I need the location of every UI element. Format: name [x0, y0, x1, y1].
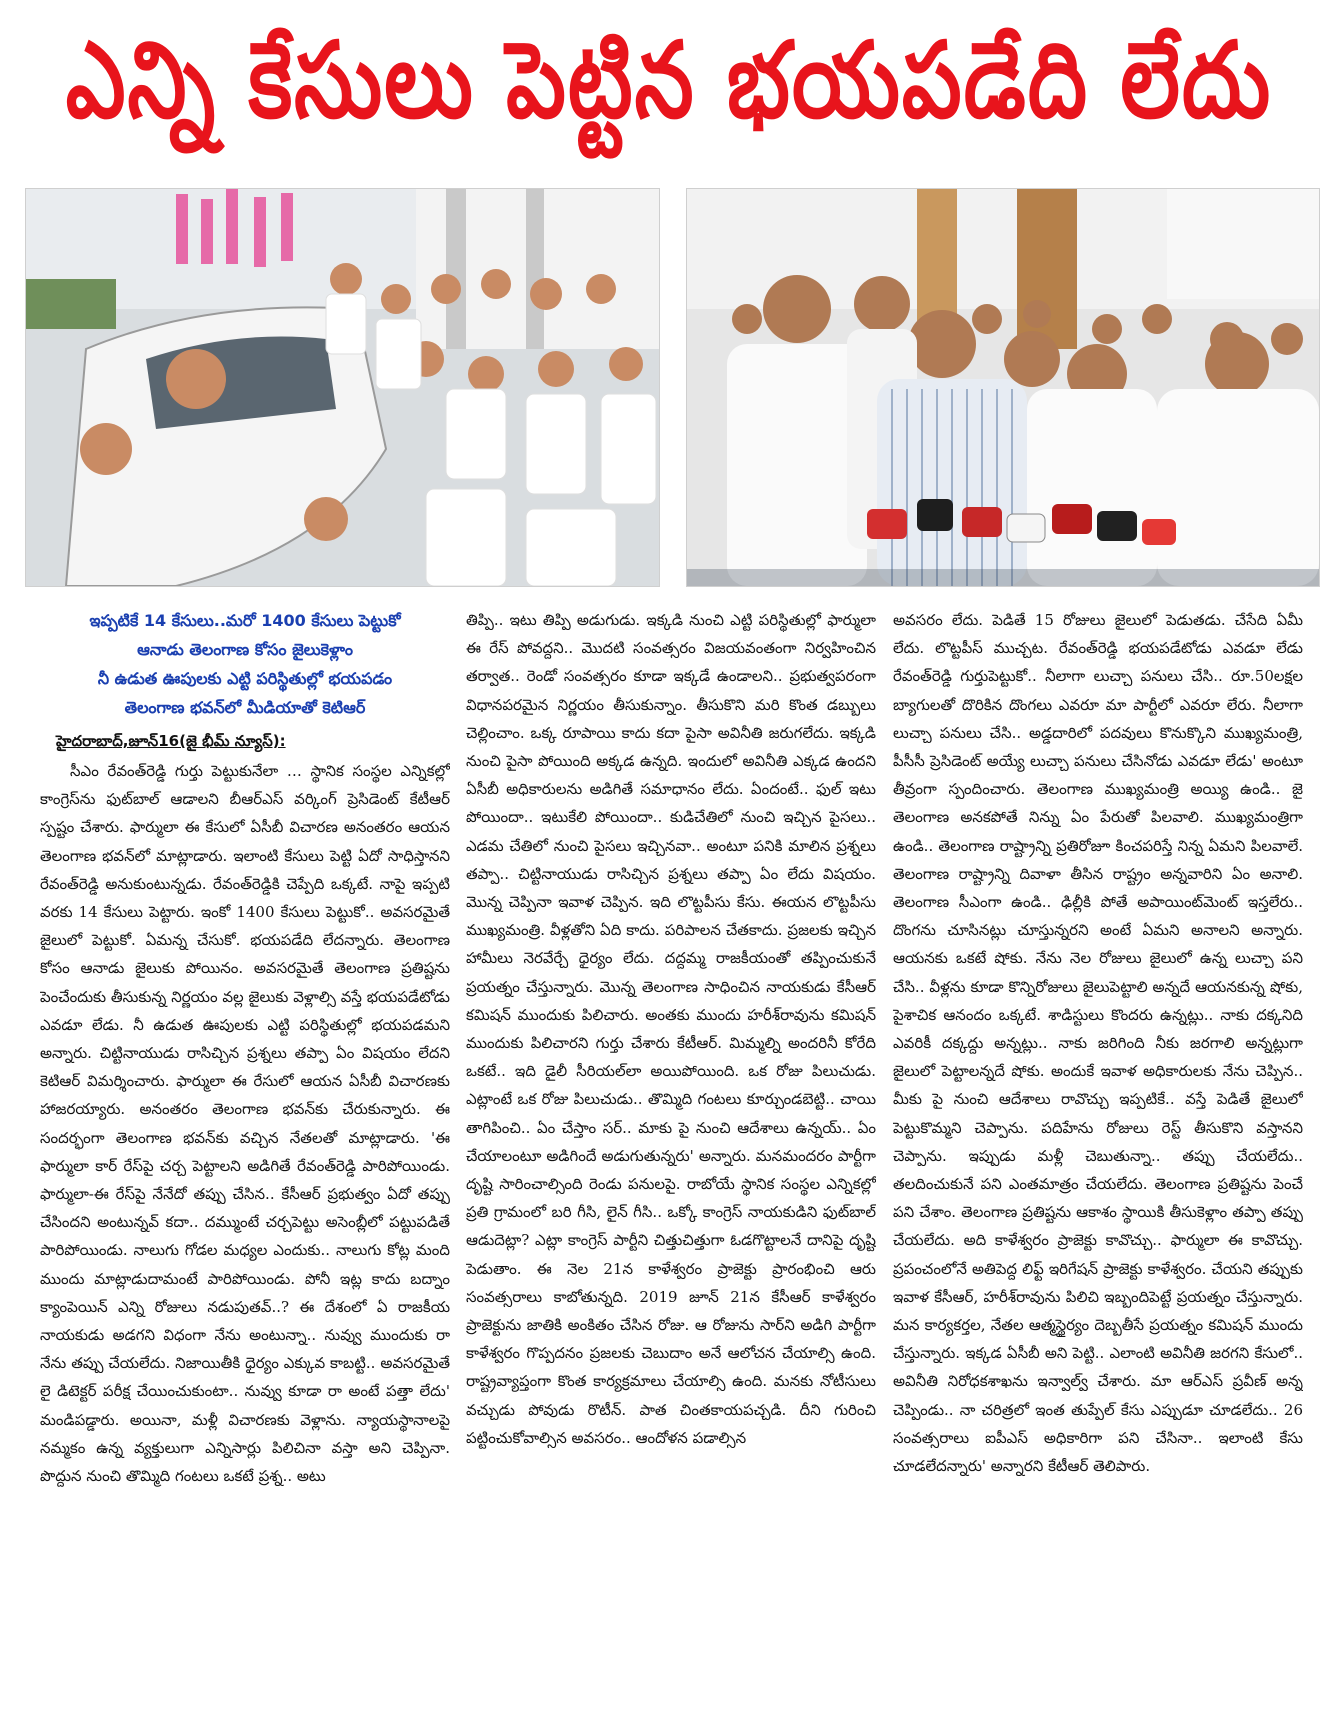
article-body-col1: సీఎం రేవంత్‌రెడ్డి గుర్తు పెట్టుకునేలా … స్థానిక సంస్థల ఎన్నికల్లో కాంగ్రెస్‌ను ఫుట్‌బాల్ ఆడాలని బీఆర్ఎస్ వర్కింగ్ ప్రెసిడెంట్ కేటీఆర్ స్పష్టం చేశారు. ఫార్ములా ఈ కేసులో ఏసీబీ విచారణ అనంతరం ఆయన తెలంగాణ భవన్‌లో మాట్లాడారు. ఇలాంటి కేసులు పెట్టి ఏదో సాధిస్తానని రేవంత్‌రెడ్డి అనుకుంటున్నడు. రేవంత్‌రెడ్డికి చెప్పేది ఒక్కటే. నాపై ఇప్పటి వరకు 14 కేసులు పెట్టారు. ఇంకో 1400 కేసులు పెట్టుకో.. అవసరమైతే జైలులో పెట్టుకో. ఏమన్న చేసుకో. భయపడేది లేదన్నారు. తెలంగాణ కోసం ఆనాడు జైలుకు పోయినం. అవసరమైతే తెలంగాణ ప్రతిష్టను పెంచేందుకు తీసుకున్న నిర్ణయం వల్ల జైలుకు వెళ్లాల్సి వస్తే భయపడేటోడు ఎవడూ లేడు. నీ ఉడుత ఊపులకు ఎట్టి పరిస్థితుల్లో భయపడమని అన్నారు. చిట్టినాయుడు రాసిచ్చిన ప్రశ్నలు తప్పా ఏం విషయం లేదని కెటిఆర్ విమర్శించారు. ఫార్ములా ఈ రేసులో ఆయన ఏసీబీ విచారణకు హాజరయ్యారు. అనంతరం తెలంగాణ భవన్‌కు చేరుకున్నారు. ఈ సందర్భంగా తెలంగాణ భవన్‌కు వచ్చిన నేతలతో మాట్లాడారు. 'ఈ ఫార్ములా కార్ రేస్‌పై చర్చ పెట్టాలని అడిగితే రేవంత్‌రెడ్డి పారిపోయిండు. ఫార్ములా-ఈ రేస్‌పై నేనేదో తప్పు చేసిన.. కేసీఆర్ ప్రభుత్వం ఏదో తప్పు చేసిందని అంటున్నవ్ కదా.. దమ్ముంటే చర్చపెట్టు అసెంబ్లీలో పట్టుపడితే పారిపోయిండు. నాలుగు గోడల మధ్యల ఎందుకు.. నాలుగు కోట్ల మంది ముందు మాట్లాడుదామంటే పారిపోయిండు. పోనీ ఇట్ల కాదు బద్నాం క్యాంపెయిన్ ఎన్ని రోజులు నడుపుతవ్..? ఈ దేశంలో ఏ రాజకీయ నాయకుడు అడగని విధంగా నేను అంటున్నా.. నువ్వు ముందుకు రా నేను తప్పు చేయలేదు. నిజాయితీకి ధైర్యం ఎక్కువ కాబట్టి.. అవసరమైతే లై డిటెక్టర్ పరీక్ష చేయించుకుంటా.. నువ్వు కూడా రా అంటే పత్తా లేదు' మండిపడ్డారు. అయినా, మళ్లీ విచారణకు వెళ్లాను. న్యాయస్థానాలపై నమ్మకం ఉన్న వ్యక్తులుగా ఎన్నిసార్లు పిలిచినా వస్తా అని చెప్పినా. పొద్దున నుంచి తొమ్మిది గంటలు ఒకటే ప్రశ్న.. అటు: [40, 762, 450, 1486]
column-2: [466, 606, 876, 1718]
column-3: [893, 606, 1303, 1718]
article-body-col2: తిప్పి.. ఇటు తిప్పి అడుగుడు. ఇక్కడి నుంచి ఎట్టి పరిస్థితుల్లో ఫార్ములా ఈ రేస్ పోవద్దని.. మొదటి సంవత్సరం విజయవంతంగా నిర్వహించిన తర్వాత.. రెండో సంవత్సరం కూడా ఇక్కడే ఉండాలని.. ప్రభుత్వపరంగా విధానపరమైన నిర్ణయం తీసుకున్నాం. తీసుకొని మరి కొంత డబ్బులు చెల్లించాం. ఒక్క రూపాయి కాదు కదా పైసా అవినీతి జరుగలేదు. ఇక్కడి నుంచి పైసా పోయింది అక్కడ ఉన్నది. ఇందులో అవినీతి ఎక్కడ ఉందని ఏసీబీ అధికారులను అడిగితే సమాధానం లేదు. ఏందంటే.. ఫుల్ ఇటు పోయిందా.. ఇటుకేలి పోయిందా.. కుడిచేతిలో నుంచి ఇచ్చిన పైసలు.. ఎడమ చేతిలో నుంచి పైసలు ఇచ్చినవా.. అంటూ పనికి మాలిన ప్రశ్నలు తప్పా.. చిట్టినాయుడు రాసిచ్చిన ప్రశ్నలు తప్పా ఏం లేదు విషయం. మొన్న చెప్పినా ఇవాళ చెప్పిన. ఇది లొట్టపీసు కేసు. ఈయన లొట్టపీసు ముఖ్యమంత్రి. వీళ్లతోని ఏది కాదు. పరిపాలన చేతకాదు. ప్రజలకు ఇచ్చిన హామీలు నెరవేర్చే ధైర్యం లేదు. దద్దమ్మ రాజకీయంతో తప్పించుకునే ప్రయత్నం చేస్తున్నారు. మొన్న తెలంగాణ సాధించిన నాయకుడు కేసీఆర్ కమిషన్ ముందుకు పిలిచారు. అంతకు ముందు హరీశ్‌రావును కమిషన్ ముందుకు పిలిచారని గుర్తు చేశారు కేటీఆర్. మిమ్మల్ని అందరినీ కోరేది ఒకటే.. ఇది డైలీ సీరియల్‌లా అయిపోయింది. ఒక రోజు పిలుచుడు. ఎట్లాంటే ఒక రోజు పిలుచుడు.. తొమ్మిది గంటలు కూర్చుండబెట్టి.. చాయి తాగిపించి.. ఏం చేస్తాం సర్.. మాకు పై నుంచి ఆదేశాలు ఉన్నయ్.. ఏం చేయాలంటూ అడిగిందే అడుగుతున్నరు' అన్నారు. మనమందరం పార్టీగా దృష్టి సారించాల్సింది రెండు పనులపై. రాబోయే స్థానిక సంస్థల ఎన్నికల్లో ప్రతి గ్రామంలో బరి గీసి, లైన్ గీసి.. ఒక్కో కాంగ్రెస్ నాయకుడిని ఫుట్‌బాల్ ఆడుదెట్లా? ఎట్లా కాంగ్రెస్ పార్టీని చిత్తుచిత్తుగా ఓడగొట్టాలనే దానిపై దృష్టి పెడుతాం. ఈ నెల 21న కాళేశ్వరం ప్రాజెక్టు ప్రారంభించి ఆరు సంవత్సరాలు కాబోతున్నది. 2019 జూన్ 21న కేసీఆర్ కాళేశ్వరం ప్రాజెక్టును జాతికి అంకితం చేసిన రోజు. ఆ రోజును సార్‌ని అడిగి పార్టీగా కాళేశ్వరం గొప్పదనం ప్రజలకు చెబుదాం అనే ఆలోచన చేయాల్సి ఉంది. రాష్ట్రవ్యాప్తంగా కొంత కార్యక్రమాలు చేయాల్సి ఉంది. మనకు నోటీసులు వచ్చుడు పోవుడు రొటీన్. పాత చింతకాయపచ్చడి. దీని గురించి పట్టించుకోవాల్సిన అవసరం.. ఆందోళన పడాల్సిన: [466, 611, 876, 1447]
media-photo-graphic: [687, 189, 1319, 586]
sub-headlines: [40, 606, 450, 722]
deck-line: ఇప్పటికే 14 కేసులు..మరో 1400 కేసులు పెట్టుకో: [89, 611, 401, 630]
crowd-photo-graphic: [26, 189, 659, 586]
photo-ktr-media: [686, 188, 1320, 587]
column-1: [40, 606, 450, 1718]
deck-line: ఆనాడు తెలంగాణ కోసం జైలుకెళ్లాం: [137, 640, 353, 659]
deck-line: నీ ఉడుత ఊపులకు ఎట్టి పరిస్థితుల్లో భయపడం: [97, 669, 393, 688]
dateline: హైదరాబాద్,జూన్16(జై భీమ్ న్యూస్):: [56, 732, 286, 750]
headline-text: ఎన్ని కేసులు పెట్టిన భయపడేది లేదు: [65, 18, 1273, 142]
deck-line: తెలంగాణ భవన్‌లో మీడియాతో కెటిఆర్: [124, 698, 366, 717]
headline: [20, 18, 1318, 168]
photo-ktr-crowd: [25, 188, 660, 587]
article-body-col3: అవసరం లేదు. పెడితే 15 రోజులు జైలులో పెడుతడు. చేసేది ఏమీ లేదు. లొట్టపీస్ ముచ్చట. రేవంత్‌రెడ్డి భయపడేటోడు ఎవడూ లేడు రేవంత్‌రెడ్డి గుర్తుపెట్టుకో.. నీలాగా లుచ్చా పనులు చేసి.. రూ.50లక్షల బ్యాగులతో దొరికిన దొంగలు ఎవరూ మా పార్టీలో ఎవరూ లేరు. నీలాగా లుచ్చా పనులు చేసి.. అడ్డదారిలో పదవులు కొనుక్కొని ముఖ్యమంత్రి, పీసీసీ ప్రెసిడెంట్ అయ్యే లుచ్చా పనులు చేసినోడు ఎవడూ లేడు' అంటూ తీవ్రంగా స్పందించారు. తెలంగాణ ముఖ్యమంత్రి అయ్యి ఉండి.. జై తెలంగాణ అనకపోతే నిన్ను ఏం పేరుతో పిలవాలి. ముఖ్యమంత్రిగా ఉండి.. తెలంగాణ రాష్ట్రాన్ని ప్రతిరోజూ కించపరిస్తే నిన్న ఏమని పిలవాలే. తెలంగాణ రాష్ట్రాన్ని దివాళా తీసిన రాష్ట్రం అన్నవారిని ఏం అనాలి. తెలంగాణ సీఎంగా ఉండి.. ఢిల్లీకి పోతే అపాయింట్‌మెంట్ ఇస్తలేరు.. దొంగను చూసినట్లు చూస్తున్నరని అంటే ఏమని అనాలని అన్నారు. ఆయనకు ఒకటే షోకు. నేను నెల రోజులు జైలులో ఉన్న లుచ్చా పని చేసి.. వీళ్లను కూడా కొన్నిరోజులు జైలుపెట్టాలి అన్నదే ఆయనకున్న షోకు, పైశాచిక ఆనందం ఒక్కటే. శాడిస్టులు కొందరు ఉన్నట్లు.. నాకు దక్కనిది ఎవరికీ దక్కద్దు అన్నట్లు.. నాకు జరిగింది నీకు జరగాలి అన్నట్లుగా జైలులో పెట్టాలన్నదే షోకు. అందుకే ఇవాళ అధికారులకు నేను చెప్పిన.. మీకు పై నుంచి ఆదేశాలు రావొచ్చు ఇప్పటికే.. వస్తే పెడితే జైలులో పెట్టుకొమ్మని చెప్పాను. పదిహేను రోజులు రెస్ట్ తీసుకొని వస్తానని చెప్పాను. ఇప్పుడు మళ్లీ చెబుతున్నా.. తప్పు చేయలేదు.. తలదించుకునే పని ఎంతమాత్రం చేయలేదు. తెలంగాణ ప్రతిష్టను పెంచే పని చేశాం. తెలంగాణ ప్రతిష్టను ఆకాశం స్థాయికి తీసుకెళ్లాం తప్పా తప్పు చేయలేదు. అది కాళేశ్వరం ప్రాజెక్టు కావొచ్చు.. ఫార్ములా ఈ కావొచ్చు. ప్రపంచంలోనే అతిపెద్ద లిఫ్ట్ ఇరిగేషన్ ప్రాజెక్టు కాళేశ్వరం. చేయని తప్పుకు ఇవాళ కేసీఆర్, హరీశ్‌రావును పిలిచి ఇబ్బందిపెట్టే ప్రయత్నం చేస్తున్నారు. మన కార్యకర్తల, నేతల ఆత్మస్థైర్యం దెబ్బతీసే ప్రయత్నం కమిషన్ ముందు చేస్తున్నారు. ఇక్కడ ఏసీబీ అని పెట్టి.. ఎలాంటి అవినీతి జరగని కేసులో.. అవినీతి నిరోధకశాఖను ఇన్వాల్వ్ చేశారు. మా ఆర్ఎస్ ప్రవీణ్ అన్న చెప్పిండు.. నా చరిత్రలో ఇంత తుప్పేల్ కేసు ఎప్పుడూ చూడలేదు.. 26 సంవత్సరాలు ఐపీఎస్ అధికారిగా పని చేసినా.. ఇలాంటి కేసు చూడలేదన్నారు' అన్నారని కేటీఆర్ తెలిపారు.: [893, 611, 1303, 1476]
